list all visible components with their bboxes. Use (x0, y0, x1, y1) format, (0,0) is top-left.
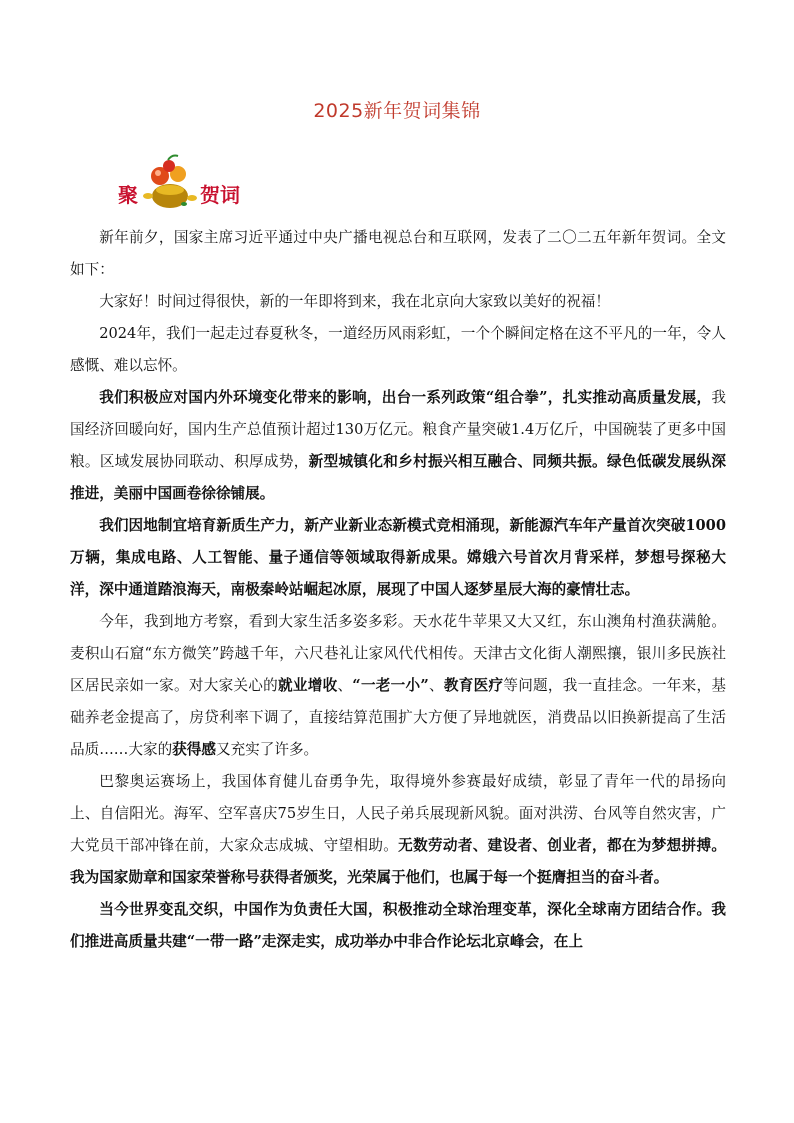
bold-text-run: “一老一小” (352, 677, 429, 694)
text-run: 、 (428, 677, 444, 694)
paragraph (70, 894, 726, 958)
document-title: 2025新年贺词集锦 (313, 100, 481, 122)
paragraph (70, 382, 726, 510)
paragraph (70, 766, 726, 894)
text-run: 2024年，我们一起走过春夏秋冬，一道经历风雨彩虹，一个个瞬间定格在这不平凡的一年，令人感慨、难以忘怀。 (70, 325, 726, 374)
bold-text-run: 教育医疗 (443, 677, 504, 694)
text-run: 今年，我到地方考察，看到大家生活多姿多彩。天水花牛苹果又大又红，东山澳角村渔获满舱。麦积山石窟“东方微笑”跨越千年，六尺巷礼让家风代代相传。天津古文化街人潮熙攘，银川多民族社区居民亲如一家。对大家关心的 (70, 613, 726, 694)
text-run: 巴黎奥运赛场上，我国体育健儿奋勇争先，取得境外参赛最好成绩，彰显了青年一代的昂扬向上、自信阳光。海军、空军喜庆75岁生日，人民子弟兵展现新风貌。面对洪涝、台风等自然灾害，广大党员干部冲锋在前，大家众志成城、守望相助。 (70, 773, 726, 854)
text-run: 等问题，我一直挂念。一年来，基础养老金提高了，房贷利率下调了，直接结算范围扩大方便了异地就医，消费品以旧换新提高了生活品质……大家的 (70, 677, 726, 758)
paragraph (70, 222, 726, 286)
bold-text-run: 新型城镇化和乡村振兴相互融合、同频共振。绿色低碳发展纵深推进，美丽中国画卷徐徐铺展。 (70, 453, 726, 502)
section-heading-char1: 聚 (118, 183, 138, 207)
festive-pot-icon (134, 152, 204, 212)
text-run: 新年前夕，国家主席习近平通过中央广播电视总台和互联网，发表了二〇二五年新年贺词。全文如下： (70, 229, 726, 278)
bold-text-run: 获得感 (172, 741, 216, 758)
document-body (70, 222, 726, 958)
text-run: 大家好！时间过得很快，新的一年即将到来，我在北京向大家致以美好的祝福！ (99, 293, 610, 310)
section-heading-char2: 贺词 (200, 183, 240, 207)
bold-text-run: 当今世界变乱交织，中国作为负责任大国，积极推动全球治理变革，深化全球南方团结合作。我们推进高质量共建“一带一路”走深走实，成功举办中非合作论坛北京峰会，在上 (70, 901, 726, 950)
paragraph (70, 510, 726, 606)
text-run: 我国经济回暖向好，国内生产总值预计超过130万亿元。粮食产量突破1.4万亿斤，中国碗装了更多中国粮。区域发展协同联动、积厚成势， (70, 389, 726, 470)
paragraph (70, 318, 726, 382)
bold-text-run: 就业增收 (278, 677, 338, 694)
text-run: 、 (337, 677, 353, 694)
bold-text-run: 我们积极应对国内外环境变化带来的影响，出台一系列政策“组合拳”，扎实推动高质量发展， (99, 389, 712, 406)
section-heading (112, 152, 312, 212)
paragraph (70, 286, 726, 318)
paragraph (70, 606, 726, 766)
text-run: 又充实了许多。 (215, 741, 319, 758)
bold-text-run: 无数劳动者、建设者、创业者，都在为梦想拼搏。我为国家勋章和国家荣誉称号获得者颁奖，光荣属于他们，也属于每一个挺膺担当的奋斗者。 (70, 837, 726, 886)
bold-text-run: 我们因地制宜培育新质生产力，新产业新业态新模式竞相涌现，新能源汽车年产量首次突破1000万辆，集成电路、人工智能、量子通信等领域取得新成果。嫦娥六号首次月背采样，梦想号探秘大洋，深中通道踏浪海天，南极秦岭站崛起冰原，展现了中国人逐梦星辰大海的豪情壮志。 (70, 517, 726, 598)
